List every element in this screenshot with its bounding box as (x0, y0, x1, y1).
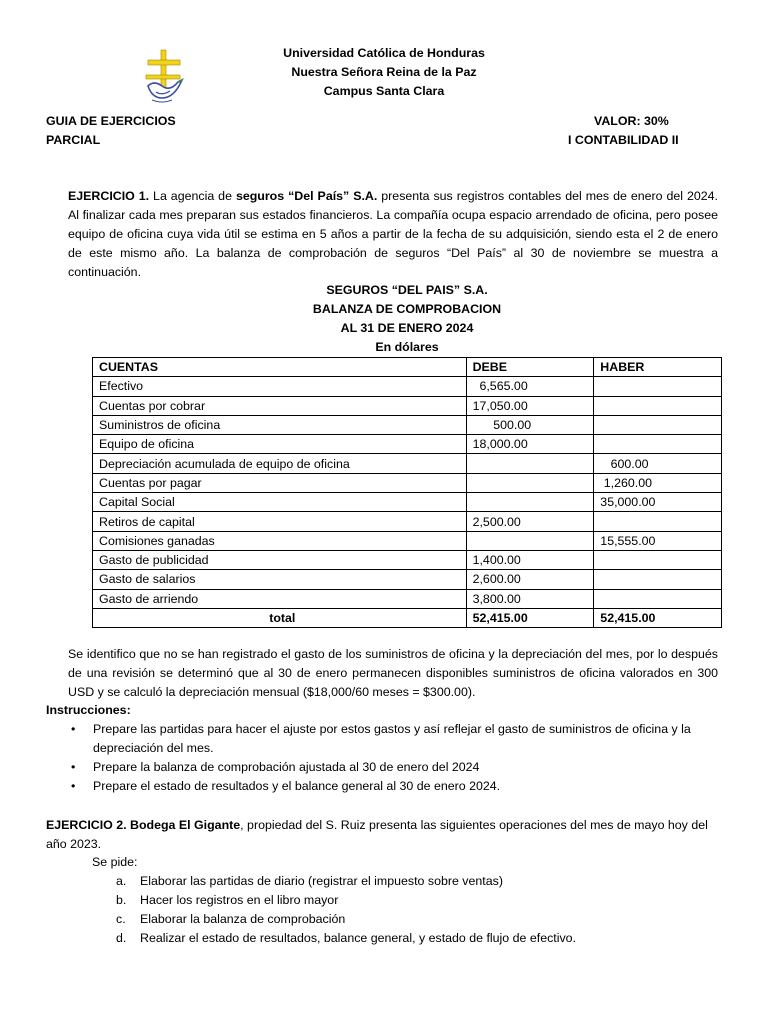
table-title-report: BALANZA DE COMPROBACION (312, 302, 502, 316)
task-list (116, 872, 576, 948)
exercise-1-label: EJERCICIO 1. (68, 189, 150, 203)
credit-value: 35,000.00 (594, 493, 722, 512)
column-header-haber: HABER (594, 358, 722, 377)
exercise-2-label: EJERCICIO 2. Bodega El Gigante (46, 818, 241, 832)
debit-value (466, 531, 594, 550)
table-row (93, 589, 722, 608)
credit-value: 1,260.00 (594, 473, 722, 492)
list-item (68, 720, 718, 758)
university-name: Universidad Católica de Honduras (283, 46, 485, 60)
exercise-1-company: seguros “Del País” S.A. (235, 189, 378, 203)
bullet-icon: • (71, 779, 76, 793)
adjustment-note: Se identifico que no se han registrado el gasto de los suministros de oficina y la depreciación del mes, por lo después de una revisión se determinó que al 30 de enero permanecen disponibles suministros de oficina valorados en 300 USD y se calculó la depreciación mensual ($18,000/60 meses = $300.00). (68, 647, 718, 699)
debit-value: 1,400.00 (466, 550, 594, 569)
account-name: Efectivo (93, 377, 467, 396)
account-name: Suministros de oficina (93, 415, 467, 434)
account-name: Gasto de arriendo (93, 589, 467, 608)
credit-value (594, 550, 722, 569)
credit-value (594, 396, 722, 415)
debit-value (466, 493, 594, 512)
account-name: Gasto de salarios (93, 570, 467, 589)
credit-value (594, 589, 722, 608)
table-row (93, 570, 722, 589)
column-header-cuentas: CUENTAS (93, 358, 467, 377)
bullet-icon: • (71, 722, 76, 736)
table-row (93, 415, 722, 434)
table-total-row (93, 608, 722, 627)
bullet-icon: • (71, 760, 76, 774)
account-name: Gasto de publicidad (93, 550, 467, 569)
guide-exam: PARCIAL (46, 133, 101, 147)
account-name: Depreciación acumulada de equipo de oficina (93, 454, 467, 473)
list-item (116, 891, 576, 910)
guide-type: GUIA DE EJERCICIOS (46, 114, 176, 128)
table-row (93, 377, 722, 396)
credit-value (594, 415, 722, 434)
task-letter: b. (116, 893, 127, 907)
guide-info-left (46, 112, 176, 150)
debit-value (466, 473, 594, 492)
exercise-2-text: , propiedad del S. Ruiz presenta las siguientes operaciones del mes de mayo hoy del año 2023. (46, 818, 708, 851)
table-title (0, 281, 768, 357)
instruction-text: Prepare el estado de resultados y el balance general al 30 de enero 2024. (93, 779, 501, 793)
account-name: Capital Social (93, 493, 467, 512)
guide-course: I CONTABILIDAD II (568, 133, 679, 147)
total-credit: 52,415.00 (594, 608, 722, 627)
table-row (93, 435, 722, 454)
account-name: Cuentas por cobrar (93, 396, 467, 415)
debit-value: 17,050.00 (466, 396, 594, 415)
task-letter: c. (116, 912, 126, 926)
instructions-list (68, 720, 718, 796)
debit-value (466, 454, 594, 473)
credit-value (594, 570, 722, 589)
debit-value: 18,000.00 (466, 435, 594, 454)
instructions-title: Instrucciones: (46, 703, 131, 717)
table-row (93, 531, 722, 550)
se-pide-label: Se pide: (92, 855, 138, 869)
table-title-currency: En dólares (375, 340, 439, 354)
column-header-debe: DEBE (466, 358, 594, 377)
table-row (93, 473, 722, 492)
table-row (93, 550, 722, 569)
list-item (116, 872, 576, 891)
list-item (116, 910, 576, 929)
account-name: Comisiones ganadas (93, 531, 467, 550)
credit-value (594, 512, 722, 531)
list-item (68, 777, 718, 796)
credit-value (594, 377, 722, 396)
table-row (93, 512, 722, 531)
table-title-date: AL 31 DE ENERO 2024 (340, 321, 474, 335)
list-item (68, 758, 718, 777)
total-label: total (93, 608, 467, 627)
list-item (116, 929, 576, 948)
table-header-row (93, 358, 722, 377)
trial-balance-table (92, 357, 722, 628)
debit-value: 500.00 (466, 415, 594, 434)
instruction-text: Prepare la balanza de comprobación ajustada al 30 de enero del 2024 (93, 760, 480, 774)
task-text: Hacer los registros en el libro mayor (140, 893, 339, 907)
total-debit: 52,415.00 (466, 608, 594, 627)
exercise-1-text-a: La agencia de (149, 189, 236, 203)
table-row (93, 454, 722, 473)
task-letter: a. (116, 874, 127, 888)
guide-value: VALOR: 30% (594, 114, 669, 128)
instruction-text: Prepare las partidas para hacer el ajuste por estos gastos y así reflejar el gasto de suministros de oficina y la depreciación del mes. (93, 722, 691, 755)
debit-value: 3,800.00 (466, 589, 594, 608)
credit-value: 600.00 (594, 454, 722, 473)
table-row (93, 493, 722, 512)
exercise-1-text-b: presenta sus registros contables del mes de enero del 2024. Al finalizar cada mes preparan sus estados financieros. La compañía ocupa espacio arrendado de oficina, pero posee equipo de oficina cuya vida útil se estima en 5 años a partir de la fecha de su adquisición, siendo esta el 2 de enero de este mismo año. La balanza de comprobación de seguros “Del País” al 30 de noviembre se muestra a continuación. (68, 189, 718, 279)
credit-value: 15,555.00 (594, 531, 722, 550)
table-row (93, 396, 722, 415)
task-text: Elaborar las partidas de diario (registrar el impuesto sobre ventas) (140, 874, 503, 888)
debit-value: 2,600.00 (466, 570, 594, 589)
exercise-2-paragraph (46, 816, 718, 854)
credit-value (594, 435, 722, 454)
debit-value: 6,565.00 (466, 377, 594, 396)
table-title-company: SEGUROS “DEL PAIS” S.A. (326, 283, 488, 297)
task-text: Elaborar la balanza de comprobación (140, 912, 346, 926)
campus-name: Campus Santa Clara (323, 84, 445, 98)
university-subtitle: Nuestra Señora Reina de la Paz (291, 65, 477, 79)
task-letter: d. (116, 931, 127, 945)
document-header (0, 44, 768, 101)
task-text: Realizar el estado de resultados, balance general, y estado de flujo de efectivo. (140, 931, 577, 945)
account-name: Equipo de oficina (93, 435, 467, 454)
guide-info-right (568, 112, 679, 150)
exercise-1-paragraph (68, 187, 718, 282)
account-name: Retiros de capital (93, 512, 467, 531)
debit-value: 2,500.00 (466, 512, 594, 531)
account-name: Cuentas por pagar (93, 473, 467, 492)
